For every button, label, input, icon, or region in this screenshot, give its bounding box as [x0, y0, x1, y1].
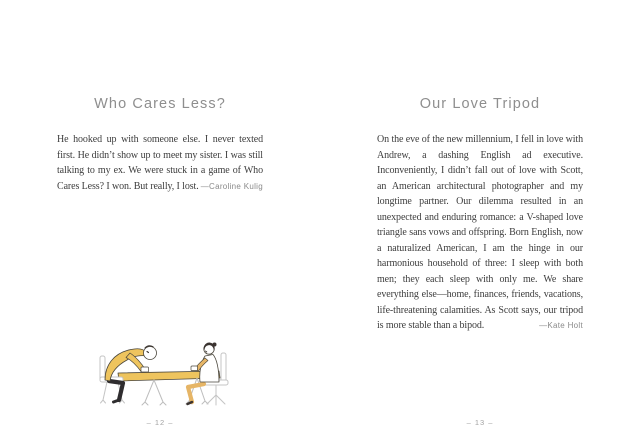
story-text-right: On the eve of the new millennium, I fell in love with Andrew, a dashing English ad executive. Inconveniently, I didn’t fall out of love with Scott, an American architectural photographer and my longtime partner. Our dilemma resulted in an unexpected and enduring romance: a V-shaped love triangle sans vows and offspring. Born English, now a naturalized American, I am the hinge in our harmonious household of three: I sleep with both men; they each sleep with only me. We share everything else—home, finances, friends, vacations, life-threatening calamities. As Scott says, our tripod is more stable than a bipod.	[377, 134, 583, 331]
table-legs-icon	[142, 378, 208, 405]
page-number-right: – 13 –	[466, 418, 494, 427]
woman-legs-icon	[188, 384, 204, 402]
page-number-left: – 12 –	[146, 418, 174, 427]
story-text-left: He hooked up with someone else. I never texted first. He didn’t show up to meet my sister. I was still talking to my ex. We were stuck in a game of Who Cares Less? I won. But really, I lost.	[57, 134, 263, 192]
story-title-left: Who Cares Less?	[94, 96, 226, 112]
couple-texting-illustration	[97, 340, 243, 408]
story-body-left	[57, 132, 263, 194]
man-head-icon	[144, 347, 157, 360]
woman-phone-icon	[191, 366, 198, 371]
story-attribution-left: —Caroline Kulig	[200, 181, 263, 191]
story-title-right: Our Love Tripod	[419, 96, 541, 112]
man-phone-icon	[141, 367, 149, 372]
man-legs-icon	[109, 381, 123, 400]
story-attribution-right: —Kate Holt	[539, 321, 583, 330]
woman-dress-icon	[200, 355, 219, 383]
page-left	[57, 0, 263, 448]
man-shoe-icon	[114, 400, 120, 402]
couple-texting-svg	[97, 340, 243, 408]
woman-hair-bun-icon	[213, 343, 217, 347]
story-body-right	[377, 132, 583, 334]
page-right	[377, 0, 583, 448]
